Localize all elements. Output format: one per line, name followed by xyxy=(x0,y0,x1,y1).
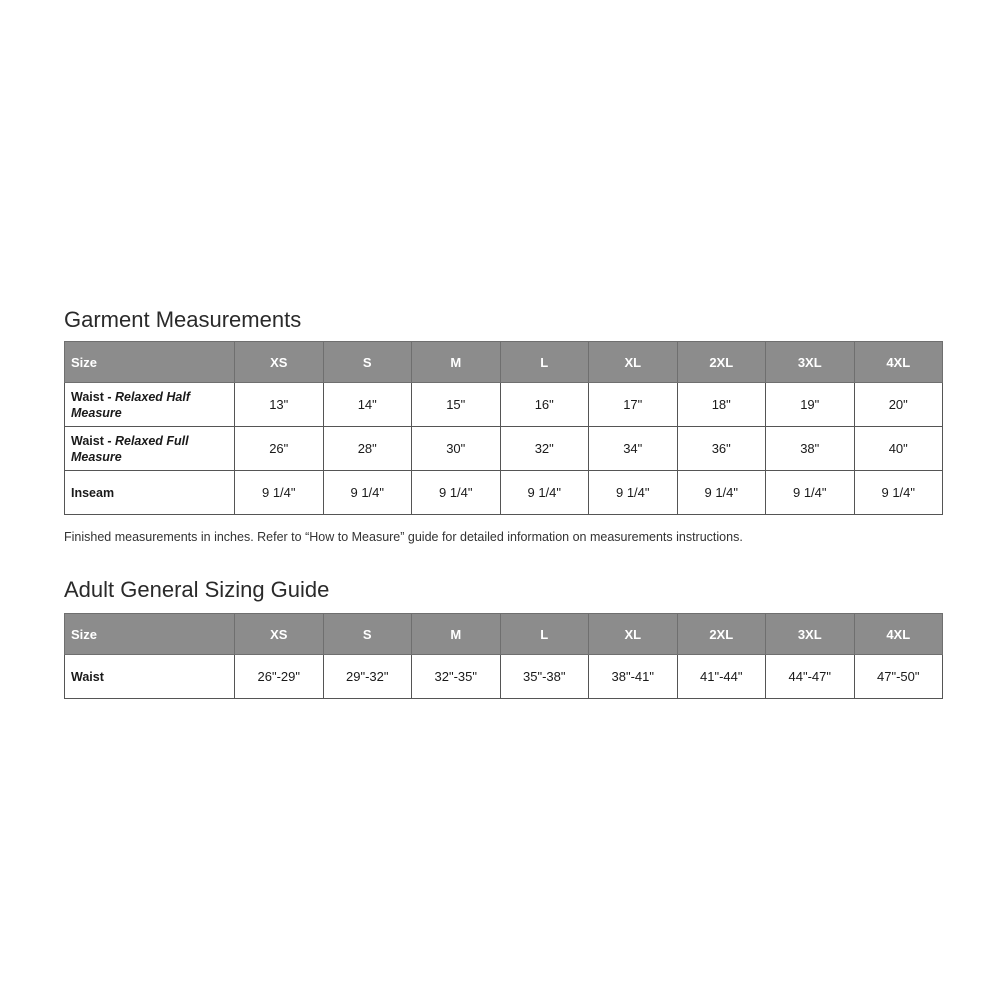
table-cell: 26"-29" xyxy=(235,655,324,699)
size-column-header: L xyxy=(500,614,589,655)
table-cell: 30" xyxy=(412,427,501,471)
size-column-header: 4XL xyxy=(854,614,943,655)
table-cell: 28" xyxy=(323,427,412,471)
table-cell: 9 1/4" xyxy=(677,471,766,515)
table-cell: 19" xyxy=(766,383,855,427)
table-cell: 9 1/4" xyxy=(412,471,501,515)
size-column-header: 3XL xyxy=(766,342,855,383)
garment-measurements-table xyxy=(64,341,943,515)
table-cell: 29"-32" xyxy=(323,655,412,699)
table-cell: 15" xyxy=(412,383,501,427)
table-cell: 47"-50" xyxy=(854,655,943,699)
size-column-header: S xyxy=(323,342,412,383)
table-row xyxy=(65,471,943,515)
table-header-row xyxy=(65,342,943,383)
table-cell: 32" xyxy=(500,427,589,471)
row-label-inseam xyxy=(65,471,235,515)
table-cell: 9 1/4" xyxy=(235,471,324,515)
row-label-italic: Relaxed Full Measure xyxy=(71,433,189,464)
table-cell: 20" xyxy=(854,383,943,427)
size-header: Size xyxy=(65,342,235,383)
table-cell: 38" xyxy=(766,427,855,471)
table-cell: 13" xyxy=(235,383,324,427)
size-column-header: 2XL xyxy=(677,614,766,655)
table-cell: 35"-38" xyxy=(500,655,589,699)
size-column-header: 4XL xyxy=(854,342,943,383)
row-label-waist-full xyxy=(65,427,235,471)
table-cell: 9 1/4" xyxy=(854,471,943,515)
table-header-row xyxy=(65,614,943,655)
size-column-header: XL xyxy=(589,342,678,383)
row-label-main: Waist - xyxy=(71,389,115,404)
table-cell: 26" xyxy=(235,427,324,471)
table-cell: 44"-47" xyxy=(766,655,855,699)
table-row xyxy=(65,427,943,471)
table-cell: 41"-44" xyxy=(677,655,766,699)
row-label-waist-half xyxy=(65,383,235,427)
table-cell: 9 1/4" xyxy=(589,471,678,515)
row-label-main: Waist - xyxy=(71,433,115,448)
table-cell: 17" xyxy=(589,383,678,427)
table-cell: 16" xyxy=(500,383,589,427)
table-cell: 32"-35" xyxy=(412,655,501,699)
size-column-header: L xyxy=(500,342,589,383)
table-row xyxy=(65,655,943,699)
size-column-header: M xyxy=(412,342,501,383)
row-label-waist xyxy=(65,655,235,699)
row-label-main: Inseam xyxy=(71,485,115,500)
sizing-guide-title: Adult General Sizing Guide xyxy=(64,577,330,602)
size-column-header: XS xyxy=(235,342,324,383)
size-column-header: XL xyxy=(589,614,678,655)
table-cell: 40" xyxy=(854,427,943,471)
row-label-main: Waist xyxy=(71,669,104,684)
table-cell: 14" xyxy=(323,383,412,427)
table-cell: 9 1/4" xyxy=(766,471,855,515)
sizing-guide-table xyxy=(64,613,943,699)
size-column-header: XS xyxy=(235,614,324,655)
size-column-header: S xyxy=(323,614,412,655)
size-column-header: 2XL xyxy=(677,342,766,383)
table-cell: 18" xyxy=(677,383,766,427)
row-label-italic: Relaxed Half Measure xyxy=(71,389,191,420)
table-row xyxy=(65,383,943,427)
size-header: Size xyxy=(65,614,235,655)
table-cell: 38"-41" xyxy=(589,655,678,699)
table-cell: 34" xyxy=(589,427,678,471)
garment-measurements-title: Garment Measurements xyxy=(64,307,302,332)
size-column-header: M xyxy=(412,614,501,655)
measurement-note: Finished measurements in inches. Refer to “How to Measure” guide for detailed information on measurements instructions. xyxy=(64,530,743,544)
table-cell: 9 1/4" xyxy=(323,471,412,515)
size-column-header: 3XL xyxy=(766,614,855,655)
table-cell: 9 1/4" xyxy=(500,471,589,515)
table-cell: 36" xyxy=(677,427,766,471)
